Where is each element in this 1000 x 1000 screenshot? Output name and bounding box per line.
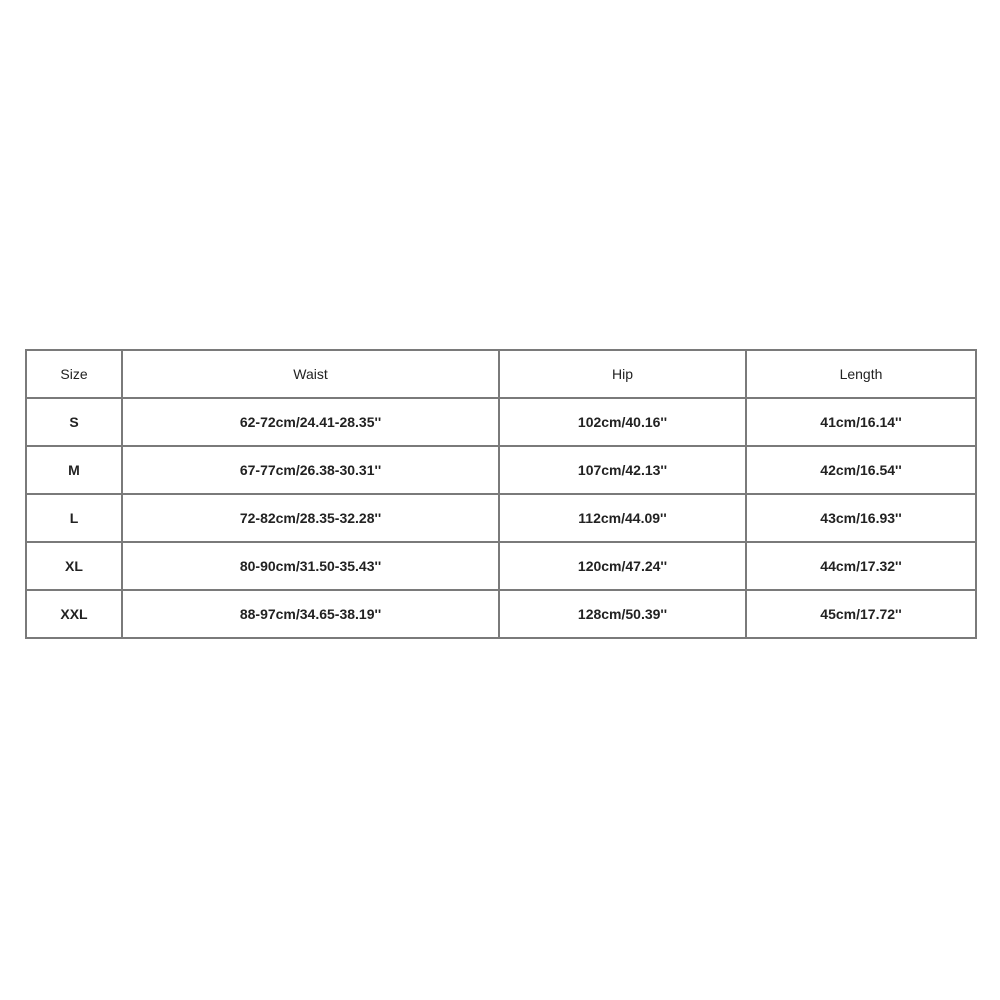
length-cell: 42cm/16.54'' [746, 446, 976, 494]
table-row [26, 398, 976, 446]
length-cell: 45cm/17.72'' [746, 590, 976, 638]
length-cell: 44cm/17.32'' [746, 542, 976, 590]
hip-cell: 120cm/47.24'' [499, 542, 746, 590]
hip-cell: 107cm/42.13'' [499, 446, 746, 494]
size-cell: M [26, 446, 122, 494]
hip-cell: 128cm/50.39'' [499, 590, 746, 638]
waist-cell: 72-82cm/28.35-32.28'' [122, 494, 499, 542]
waist-cell: 80-90cm/31.50-35.43'' [122, 542, 499, 590]
header-size: Size [26, 350, 122, 398]
header-length: Length [746, 350, 976, 398]
table-header-row [26, 350, 976, 398]
length-cell: 43cm/16.93'' [746, 494, 976, 542]
size-chart-table [25, 349, 977, 639]
header-hip: Hip [499, 350, 746, 398]
length-cell: 41cm/16.14'' [746, 398, 976, 446]
size-cell: XXL [26, 590, 122, 638]
waist-cell: 62-72cm/24.41-28.35'' [122, 398, 499, 446]
size-cell: XL [26, 542, 122, 590]
hip-cell: 102cm/40.16'' [499, 398, 746, 446]
table-row [26, 494, 976, 542]
waist-cell: 67-77cm/26.38-30.31'' [122, 446, 499, 494]
table-row [26, 446, 976, 494]
table-row [26, 542, 976, 590]
size-cell: S [26, 398, 122, 446]
waist-cell: 88-97cm/34.65-38.19'' [122, 590, 499, 638]
table-row [26, 590, 976, 638]
hip-cell: 112cm/44.09'' [499, 494, 746, 542]
header-waist: Waist [122, 350, 499, 398]
size-cell: L [26, 494, 122, 542]
